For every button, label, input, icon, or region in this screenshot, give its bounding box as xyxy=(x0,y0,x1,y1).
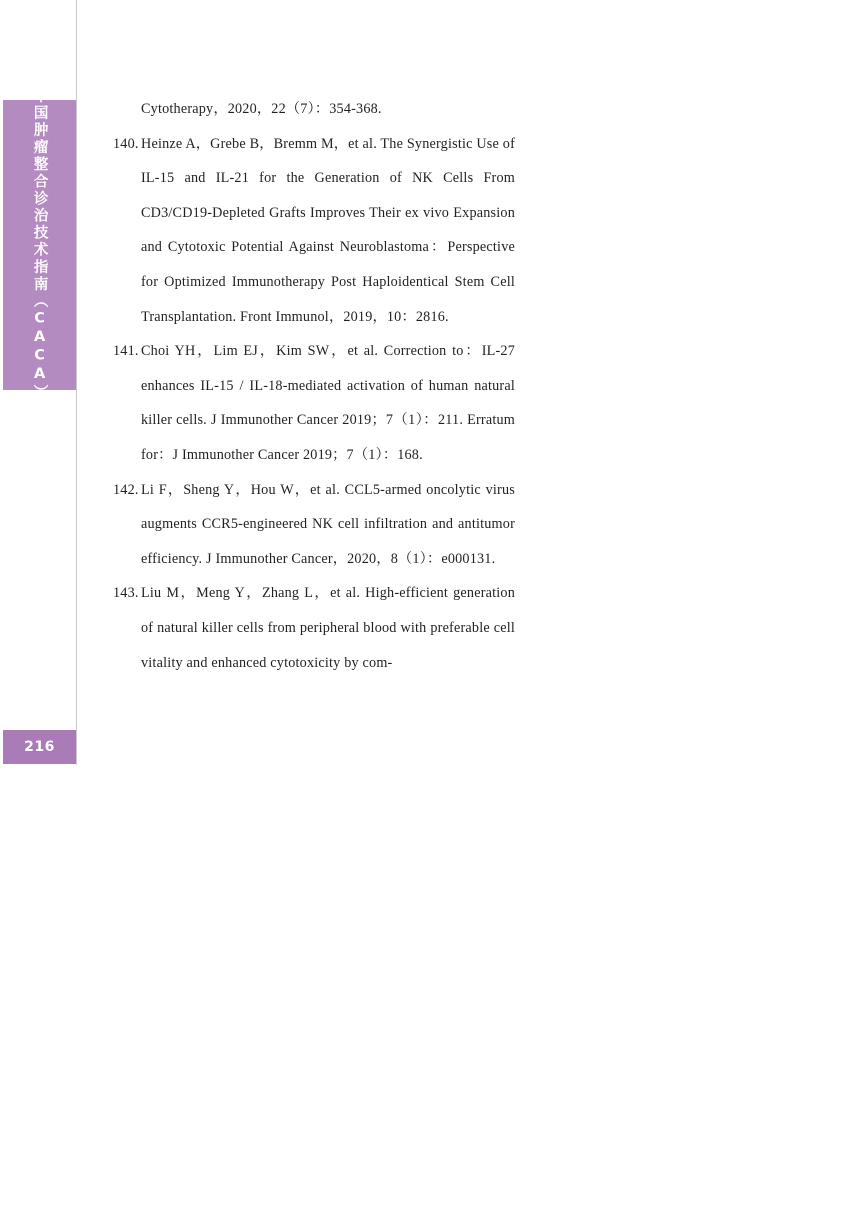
reference-number: 143. xyxy=(113,585,139,602)
reference-number: 142. xyxy=(113,481,139,498)
reference-entry xyxy=(113,334,515,472)
reference-text: Heinze A，Grebe B，Bremm M，et al. The Synergistic Use of IL-15 and IL-21 for the Generation of NK Cells From CD3/CD19-Depleted Grafts Improves Their ex vivo Expansion and Cytotoxic Potential Against Neuroblastoma：Perspective for Optimized Immunotherapy Post Haploidentical Stem Cell Transplantation. Front Immunol，2019，10：2816. xyxy=(141,135,515,325)
reference-entry xyxy=(113,473,515,577)
reference-text: Choi YH，Lim EJ，Kim SW，et al. Correction to：IL-27 enhances IL-15 / IL-18-mediated activation of human natural killer cells. J Immunother Cancer 2019；7（1）：211. Erratum for：J Immunother Cancer 2019；7（1）：168. xyxy=(141,343,515,463)
side-tab-title: 中国肿瘤整合诊治技术指南（CACA） xyxy=(31,88,48,402)
page-number-box xyxy=(3,730,76,764)
reference-number: 140. xyxy=(113,135,139,152)
reference-text: Li F，Sheng Y，Hou W，et al. CCL5-armed oncolytic virus augments CCR5-engineered NK cell infiltration and antitumor efficiency. J Immunother Cancer，2020，8（1）：e000131. xyxy=(141,481,515,567)
side-tab-banner xyxy=(3,88,76,402)
reference-entry xyxy=(113,127,515,335)
page-number: 216 xyxy=(24,739,55,755)
vertical-divider xyxy=(76,0,77,765)
reference-entry xyxy=(113,576,515,680)
reference-list xyxy=(113,92,515,680)
reference-text: Liu M，Meng Y，Zhang L，et al. High-efficient generation of natural killer cells from peripheral blood with preferable cell vitality and enhanced cytotoxicity by com- xyxy=(141,585,515,671)
reference-number: 141. xyxy=(113,343,139,360)
reference-continuation-line: Cytotherapy，2020，22（7）：354-368. xyxy=(141,101,382,117)
